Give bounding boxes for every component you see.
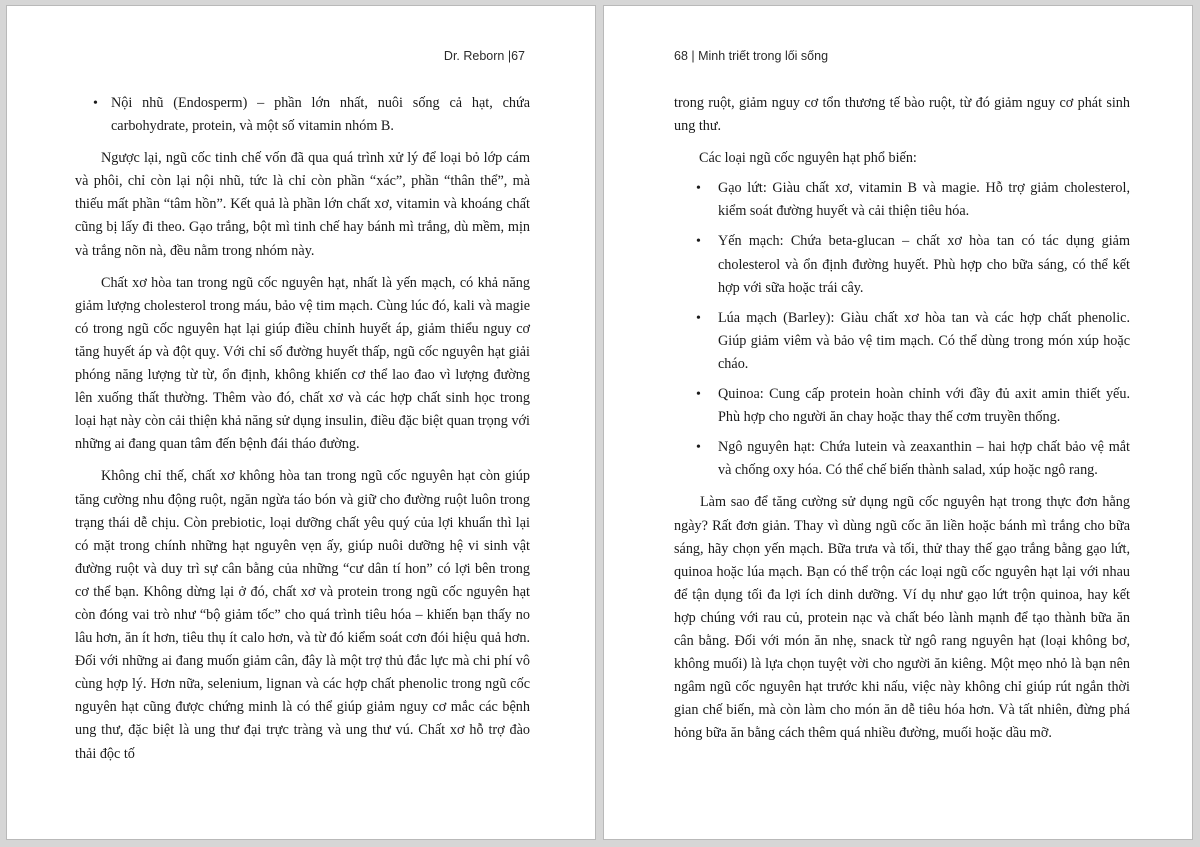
list-item: • Ngô nguyên hạt: Chứa lutein và zeaxanthin – hai hợp chất bảo vệ mắt và chống oxy hóa. Có thể chế biến thành salad, xúp hoặc ngô rang. — [674, 436, 1130, 482]
list-item: • Yến mạch: Chứa beta-glucan – chất xơ hòa tan có tác dụng giảm cholesterol và ổn định đường huyết. Phù hợp cho bữa sáng, có thể kết hợp với sữa hoặc trái cây. — [674, 230, 1130, 299]
left-page — [6, 5, 596, 840]
page-header: Dr. Reborn |67 — [443, 49, 525, 63]
bullet-list — [674, 177, 1130, 482]
list-item: • Lúa mạch (Barley): Giàu chất xơ hòa tan và các hợp chất phenolic. Giúp giảm viêm và bảo vệ tim mạch. Có thể dùng trong món xúp hoặc cháo. — [674, 307, 1130, 376]
list-item: • Gạo lứt: Giàu chất xơ, vitamin B và magie. Hỗ trợ giảm cholesterol, kiểm soát đường huyết và cải thiện tiêu hóa. — [674, 177, 1130, 223]
list-item: • Quinoa: Cung cấp protein hoàn chỉnh với đầy đủ axit amin thiết yếu. Phù hợp cho người ăn chay hoặc thay thế cơm truyền thống. — [674, 383, 1130, 429]
paragraph: Làm sao để tăng cường sử dụng ngũ cốc nguyên hạt trong thực đơn hằng ngày? Rất đơn giản. Thay vì dùng ngũ cốc ăn liền hoặc bánh mì trắng cho bữa sáng, hãy chọn yến mạch. Bữa trưa và tối, thử thay thế gạo trắng bằng gạo lứt, quinoa hoặc lúa mạch. Bạn có thể trộn các loại ngũ cốc nguyên hạt lại với nhau để tận dụng tối đa lợi ích dinh dưỡng. Ví dụ như gạo lứt trộn quinoa, hay kết hợp chúng với rau củ, protein nạc và chất béo lành mạnh để tạo thành bữa ăn cân bằng. Đối với món ăn nhẹ, snack từ ngô rang nguyên hạt (loại không bơ, không muối) là lựa chọn tuyệt vời cho người ăn kiêng. Một mẹo nhỏ là bạn nên ngâm ngũ cốc nguyên hạt trước khi nấu, việc này không chỉ giúp rút ngắn thời gian chế biến, mà còn làm cho món ăn dễ tiêu hóa hơn. Và tất nhiên, đừng phá hỏng bữa ăn bằng cách thêm quá nhiều đường, muối hoặc dầu mỡ. — [674, 494, 1130, 742]
page-header: 68 | Minh triết trong lối sống — [674, 49, 829, 63]
list-item: • Nội nhũ (Endosperm) – phần lớn nhất, nuôi sống cả hạt, chứa carbohydrate, protein, và một số vitamin nhóm B. — [75, 92, 530, 138]
list-intro: Các loại ngũ cốc nguyên hạt phổ biến: — [699, 150, 917, 167]
page-body — [674, 92, 1130, 754]
paragraph-continuation: trong ruột, giảm nguy cơ tổn thương tế bào ruột, từ đó giảm nguy cơ phát sinh ung thư. — [674, 95, 1130, 135]
paragraph: Chất xơ hòa tan trong ngũ cốc nguyên hạt, nhất là yến mạch, có khả năng giảm lượng cholesterol trong máu, bảo vệ tim mạch. Cùng lúc đó, kali và magie có trong ngũ cốc nguyên hạt lại giúp điều chỉnh huyết áp, giảm thiểu nguy cơ tăng huyết áp và đột quỵ. Với chỉ số đường huyết thấp, ngũ cốc nguyên hạt giải phóng năng lượng từ từ, ổn định, không khiến cơ thể lao đao vì lượng đường lên xuống thất thường. Thêm vào đó, chất xơ và các hợp chất sinh học trong loại hạt này còn cải thiện khả năng sử dụng insulin, điều đặc biệt quan trọng với những ai đang quan tâm đến bệnh đái tháo đường. — [75, 274, 530, 453]
right-page — [603, 5, 1193, 840]
paragraph: Ngược lại, ngũ cốc tinh chế vốn đã qua quá trình xử lý để loại bỏ lớp cám và phôi, chỉ còn lại nội nhũ, tức là chỉ còn phần “xác”, phần “thân thể”, mà thiếu mất phần “tâm hồn”. Kết quả là phần lớn chất xơ, vitamin và khoáng chất cũng bị lấy đi theo. Gạo trắng, bột mì tinh chế hay bánh mì trắng, dù mềm, mịn và trắng nõn nà, đều nằm trong nhóm này. — [75, 150, 530, 259]
paragraph: Không chỉ thế, chất xơ không hòa tan trong ngũ cốc nguyên hạt còn giúp tăng cường nhu động ruột, ngăn ngừa táo bón và giữ cho đường ruột luôn trong trạng thái dễ chịu. Còn prebiotic, loại dưỡng chất yêu quý của lợi khuẩn thì lại có mặt trong chính những hạt nguyên vẹn ấy, giúp nuôi dưỡng hệ vi sinh vật đường ruột và duy trì sự cân bằng của những “cư dân tí hon” có lợi bên trong cơ thể bạn. Không dừng lại ở đó, chất xơ và protein trong ngũ cốc nguyên hạt còn đóng vai trò như “bộ giảm tốc” cho quá trình tiêu hóa – khiến bạn thấy no lâu hơn, ăn ít hơn, tiêu thụ ít calo hơn, và từ đó kiểm soát cơn đói hiệu quả hơn. Đối với những ai đang muốn giảm cân, đây là một trợ thủ đắc lực mà chi phí vô cùng hợp lý. Hơn nữa, selenium, lignan và các hợp chất phenolic trong ngũ cốc nguyên hạt cũng được chứng minh là có thể giúp giảm nguy cơ mắc các bệnh ung thư, đặc biệt là ung thư đại trực tràng và ung thư vú. Chất xơ hỗ trợ đào thải độc tố — [75, 468, 530, 762]
page-body — [75, 92, 530, 775]
bullet-list — [75, 92, 530, 138]
